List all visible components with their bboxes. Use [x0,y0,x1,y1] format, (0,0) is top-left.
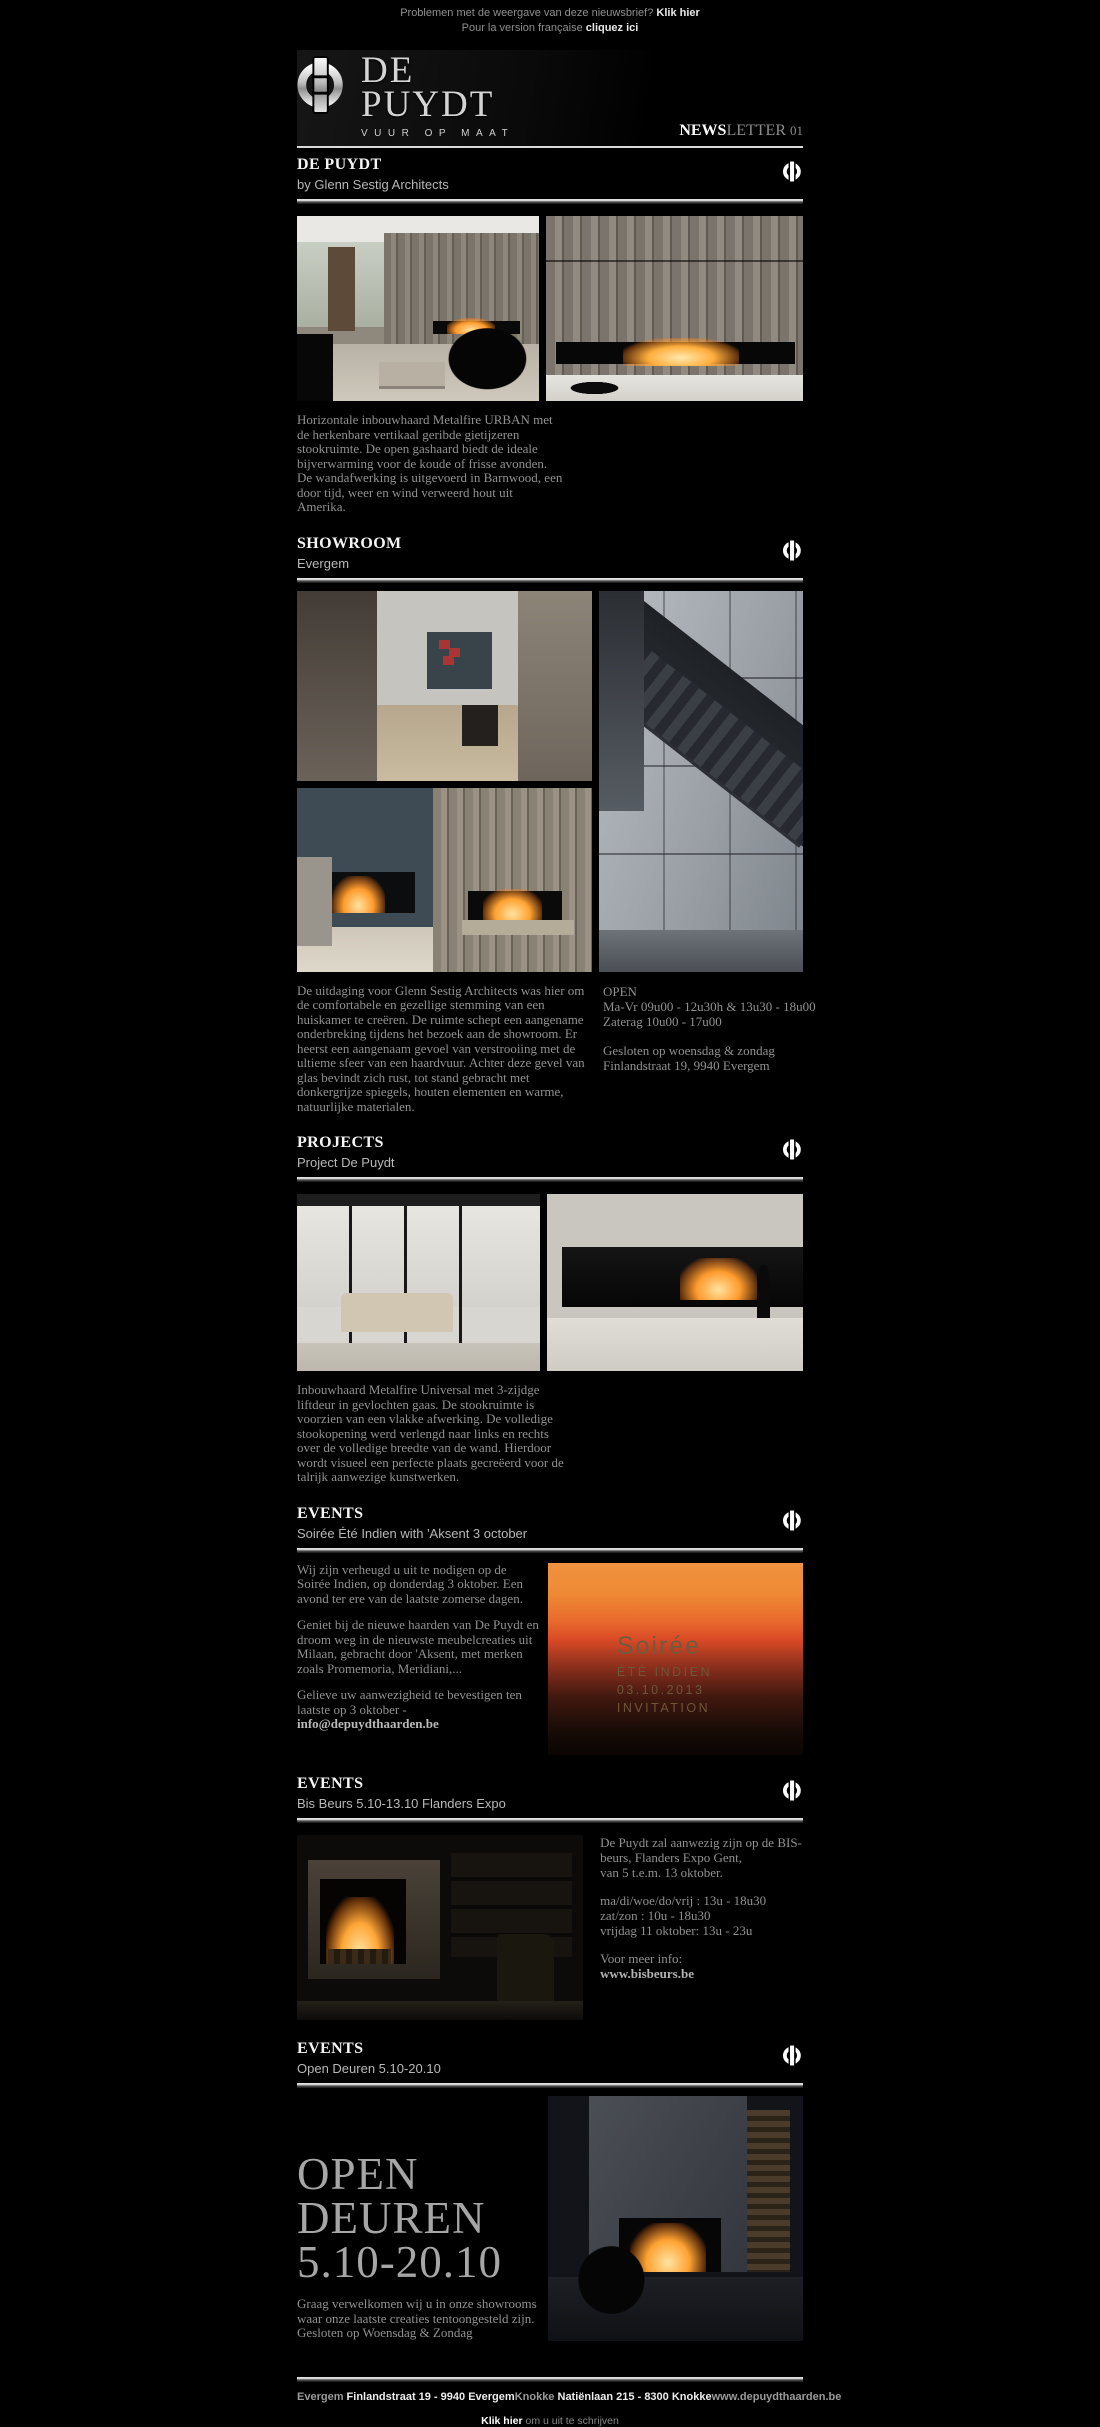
footer-website-link[interactable]: www.depuydthaarden.be [711,2390,842,2403]
photo-project-black-fireplace [547,1194,803,1371]
bisbeurs-hours: zat/zon : 10u - 18u30 [600,1907,711,1923]
opendeuren-big-3: 5.10-20.10 [297,2237,502,2287]
showroom-address: Finlandstraat 19, 9940 Evergem [603,1057,770,1073]
flame-glow [623,338,739,366]
footer-addresses [297,2390,842,2403]
brand-mark-icon [297,54,349,116]
depuydt-mark-icon [783,1509,803,1532]
french-version-link[interactable]: cliquez ici [585,22,639,34]
section-divider [297,1818,803,1823]
invite-label: INVITATION [616,1700,711,1715]
footer-address: Natiënlaan 215 - 8300 Knokke [557,2390,712,2403]
flame-glow [332,876,385,913]
photo-layer [599,930,803,972]
photo-layer [547,1318,803,1371]
brand-line-1: DE [361,50,415,91]
photo-layer [546,260,803,262]
showroom-open-hours [603,983,816,1115]
footer-address: Finlandstraat 19 - 9940 Evergem [346,2390,515,2403]
bisbeurs-website-link[interactable]: www.bisbeurs.be [600,1965,694,1981]
footer-location-2 [515,2391,712,2403]
photo-layer [297,334,333,401]
notice-line-fr [297,21,803,36]
spacer [600,1938,803,1951]
section-header-opendeuren [297,2040,803,2088]
section-title: DE PUYDT [297,156,382,173]
photo-layer [462,920,574,935]
photo-bisbeurs-stand [297,1835,583,2020]
section-subtitle: Soirée Été Indien with 'Aksent 3 october [297,1525,528,1541]
section-divider [297,1548,803,1553]
section-subtitle: by Glenn Sestig Architects [297,177,449,192]
newsletter-header [297,50,803,148]
invitation-text [617,1632,712,1715]
photo-layer [433,788,592,972]
view-online-link[interactable]: Klik hier [656,7,700,19]
brand-line-2: PUYDT [361,84,495,125]
section-divider [297,578,803,583]
photo-showroom-hall [297,591,592,781]
spacer [600,1880,803,1893]
opendeuren-text-column [297,2149,543,2341]
depuydt-mark-icon [783,160,803,183]
projects-paragraph: Inbouwhaard Metalfire Universal met 3-zijdge liftdeur in gevlochten gaas. De stookruimte is voorzien van een vlakke afwerking. De volledige stookopening werd verlengd naar links en rechts over de volledige breedte van de wand. Hierdoor wordt visueel een perfecte plaats gecreëerd voor de talrijk aanwezige kunstwerken. [297,1382,564,1484]
photo-living-room-fireplace [297,216,539,401]
brand-wordmark [361,50,515,139]
photo-invitation-soiree [548,1563,803,1755]
depuydt-mark-icon [783,1138,803,1161]
unsubscribe-link[interactable]: Klik hier [481,2414,523,2427]
invite-title: Soirée [616,1631,702,1660]
opendeuren-big-2: DEUREN [297,2193,486,2243]
soiree-paragraph-3 [297,1688,543,1732]
section-divider [297,1177,803,1182]
photo-logs [747,2110,790,2272]
bisbeurs-info-label: Voor meer info: [600,1950,683,1966]
depuydt-mark-icon [783,539,803,562]
brand-logo[interactable] [297,50,627,139]
section-title: EVENTS [297,1774,364,1792]
soiree-text-column [297,1563,543,1755]
photo-showroom-staircase [599,591,803,972]
photo-layer [297,2001,583,2020]
photo-layer [437,312,534,397]
section-header-soiree [297,1505,803,1553]
open-closed-days: Gesloten op woensdag & zondag [603,1042,775,1058]
photo-layer [599,591,644,812]
depuydt-mark-icon [783,2044,803,2067]
section-subtitle: Bis Beurs 5.10-13.10 Flanders Expo [297,1795,506,1811]
section-header-showroom [297,535,803,583]
section-title: PROJECTS [297,1134,384,1151]
depuydt-paragraph: Horizontale inbouwhaard Metalfire URBAN met de herkenbare vertikaal geribde gietijzeren stookruimte. De open gashaard biedt de ideale bijverwarming voor de koude of frisse avonden. De wandafwerking is uitgevoerd in Barnwood, een door tijd, weer en wind verweerd hout uit Amerika. [297,412,563,514]
section-subtitle: Evergem [297,555,350,571]
section-header-depuydt [297,156,803,204]
photo-sculpture [757,1265,770,1318]
photo-showroom-fireplace [297,788,592,972]
newsletter-label-rest: LETTER [726,122,786,139]
opendeuren-paragraph: Graag verwelkomen wij u in onze showrooms waar onze laatste creaties tentoongesteld zijn. Gesloten op Woensdag & Zondag [297,2296,537,2340]
invite-subtitle: ÉTÉ INDIEN [616,1664,712,1679]
unsubscribe-text: om u uit te schrijven [525,2414,619,2427]
photo-sofa [341,1293,453,1332]
bisbeurs-text-column [600,1835,803,2020]
section-header-projects [297,1134,803,1182]
footer-divider [297,2377,803,2382]
footer-city: Knokke [514,2390,555,2403]
photo-layer [297,857,332,945]
photo-chair [462,705,497,747]
open-hours-weekdays: Ma-Vr 09u00 - 12u30h & 13u30 - 18u00 [603,998,816,1014]
section-title: SHOWROOM [297,534,402,552]
photo-layer [328,247,355,330]
photo-chair [497,1934,554,2001]
open-hours-saturday: Zaterag 10u00 - 17u00 [603,1013,722,1029]
section-subtitle: Open Deuren 5.10-20.10 [297,2060,441,2076]
view-online-notice [297,0,803,36]
photo-opendeuren-fireplace [548,2096,803,2341]
section-title: EVENTS [297,2039,364,2057]
photo-layer [561,379,628,398]
footer-city: Evergem [297,2390,344,2403]
newsletter-label [679,122,803,140]
unsubscribe-line [297,2415,803,2427]
notice-text-nl: Problemen met de weergave van deze nieuwsbrief? [400,7,654,19]
brand-tagline: VUUR OP MAAT [361,128,515,139]
soiree-paragraph-2: Geniet bij de nieuwe haarden van De Puydt en droom weg in de nieuwste meubelcreaties uit Milaan, gebracht door 'Aksent, met merken zoals Promemoria, Meridiani,... [297,1617,539,1676]
section-divider [297,199,803,204]
photo-project-glass-room [297,1194,540,1371]
showroom-paragraph: De uitdaging voor Glenn Sestig Architects was hier om de comfortabele en gezellige stemming van een huiskamer te creëren. De ruimte schept een aangename onderbreking tijdens het bezoek aan de showroom. Er heerst een aangenaam gevoel van verstrooiing met de ultieme sfeer van een haardvuur. Achter deze gevel van glas bevindt zich rust, tot stand gebracht met donkergrijze spiegels, houten elementen en warme, natuurlijke materialen. [297,982,585,1114]
photo-chair [568,2233,655,2331]
photo-barnwood-fireplace [546,216,803,401]
soiree-paragraph-1: Wij zijn verheugd u uit te nodigen op de Soirée Indien, op donderdag 3 oktober. Een avond ter ere van de laatste zomerse dagen. [297,1561,523,1606]
bisbeurs-hours: ma/di/woe/do/vrij : 13u - 18u30 [600,1892,767,1908]
bisbeurs-intro: De Puydt zal aanwezig zijn op de BIS- [600,1834,802,1850]
bisbeurs-intro: van 5 t.e.m. 13 oktober. [600,1864,723,1880]
opendeuren-big-1: OPEN [297,2149,419,2199]
rsvp-email-link[interactable]: info@depuydthaarden.be [297,1716,439,1731]
photo-layer [379,362,444,386]
photo-artwork [427,632,492,689]
photo-logs [328,1949,391,1964]
photo-layer [518,591,592,781]
invite-date: 03.10.2013 [616,1682,705,1697]
newsletter-label-strong: NEWS [679,122,727,139]
photo-layer [297,1343,540,1371]
footer-location-1 [297,2391,515,2403]
spacer [603,1029,803,1043]
section-title: EVENTS [297,1504,364,1522]
depuydt-mark-icon [783,1779,803,1802]
notice-line-nl [297,6,803,21]
photo-layer [297,1194,540,1206]
photo-layer [297,591,377,781]
photo-layer [439,640,451,650]
bisbeurs-hours: vrijdag 11 oktober: 13u - 23u [600,1922,753,1938]
flame-glow [680,1258,757,1300]
section-header-bisbeurs [297,1775,803,1823]
section-divider [297,2083,803,2088]
notice-text-fr: Pour la version française [461,22,583,34]
open-heading: OPEN [603,983,637,999]
flame-glow [483,889,542,920]
newsletter-number: 01 [790,123,803,138]
rsvp-text: Gelieve uw aanwezigheid te bevestigen ten laatste op 3 oktober - [297,1687,522,1717]
bisbeurs-intro: beurs, Flanders Expo Gent, [600,1849,742,1865]
section-subtitle: Project De Puydt [297,1155,395,1170]
